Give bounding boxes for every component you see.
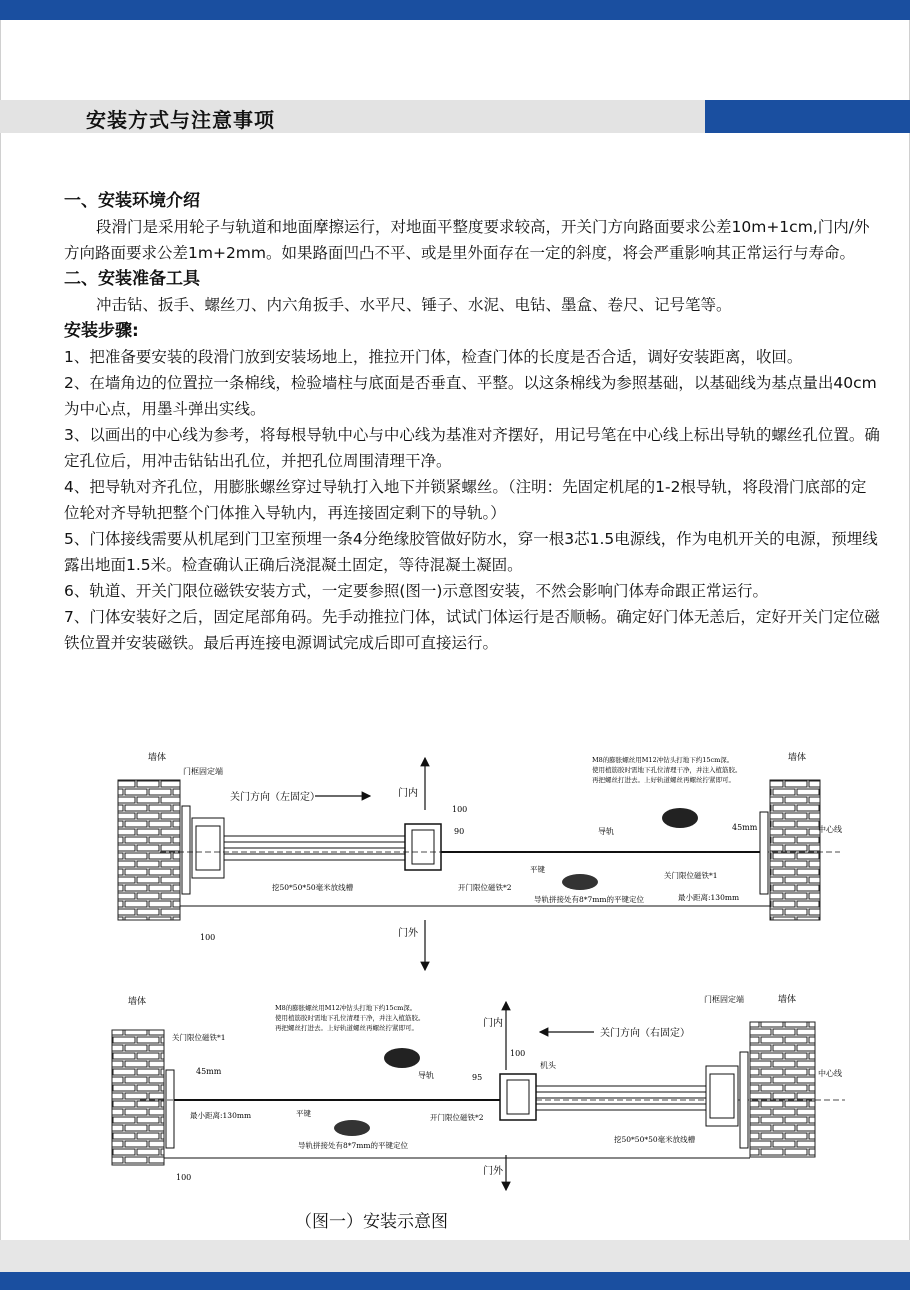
steps-heading: 安装步骤: [64,321,139,341]
frame-post-right-bottom [740,1052,748,1148]
frame-post-left-bottom [166,1070,174,1148]
note-line3-top: 再把螺丝打进去。上好轨道螺丝再螺丝拧紧即可。 [592,776,735,784]
label-flat-key-bottom: 平键 [296,1109,311,1118]
frame-post-left-top [182,806,190,894]
label-wall-right-top: 墙体 [788,753,807,763]
note-line2-bottom: 使用植筋胶时需地下孔位清理干净，并注入植筋胶。 [275,1014,425,1022]
step-item: 6、轨道、开关门限位磁铁安装方式，一定要参照(图一)示意图安装，不然会影响门体寿命跟正常运行。 [64,582,768,600]
label-direction-top: 关门方向（左固定） [230,792,320,803]
diagram-top [118,751,842,970]
label-min-distance-bottom: 最小距离:130mm [190,1111,252,1120]
door-end-block-bottom [706,1066,738,1126]
note-line3-bottom: 再把螺丝打进去。上好轨道螺丝再螺丝拧紧即可。 [275,1024,418,1032]
dim-100-top-bottom: 100 [510,1049,526,1058]
wall-left-top [118,780,180,920]
section-paragraph-environment: 段滑门是采用轮子与轨道和地面摩擦运行，对地面平整度要求较高，开关门方向路面要求公差10m+1cm,门内/外方向路面要求公差1m+2mm。如果路面凹凸不平、或是里外面存在一定的斜度，将会严重影响其正常运行与寿命。 [64,218,870,262]
title-bar-accent [705,100,910,133]
label-close-magnet-top: 关门限位磁铁*1 [664,871,718,880]
step-item: 4、把导轨对齐孔位，用膨胀螺丝穿过导轨打入地下并锁紧螺丝。（注明：先固定机尾的1-2根导轨，将段滑门底部的定位轮对齐导轨把整个门体推入导轨内，再连接固定剩下的导轨。） [64,478,867,522]
label-wall-right-bottom: 墙体 [778,995,797,1005]
flat-key-section-top [562,874,598,890]
dim-45-bottom: 45mm [196,1067,222,1076]
label-outside-bottom: 门外 [483,1166,503,1177]
label-joint-top: 导轨拼接处有8*7mm的平键定位 [534,895,645,904]
label-frame-fixed-top: 门框固定端 [183,767,223,776]
dim-95-bottom: 95 [472,1073,483,1082]
note-line1-bottom: M8的膨胀螺丝用M12冲钻头打地下约15cm深。 [275,1004,417,1012]
diagram-bottom [112,993,845,1190]
motor-head-bottom [500,1074,536,1120]
bolt-section-top [662,808,698,828]
label-flat-key-top: 平键 [530,865,545,874]
flat-key-section-bottom [334,1120,370,1136]
left-border [0,20,1,1240]
section-heading-environment: 一、安装环境介绍 [64,191,200,211]
label-inside-top: 门内 [398,788,418,799]
document-body [64,188,880,656]
note-line1-top: M8的膨胀螺丝用M12冲钻头打地下约15cm深。 [592,756,734,764]
top-color-bar [0,0,910,20]
section-heading-tools: 二、安装准备工具 [64,269,200,289]
label-close-magnet-bottom: 关门限位磁铁*1 [172,1033,226,1042]
step-item: 5、门体接线需要从机尾到门卫室预埋一条4分绝缘胶管做好防水，穿一根3芯1.5电源线，作为电机开关的电源，预埋线露出地面1.5米。检查确认正确后浇混凝土固定，等待混凝土凝固。 [64,530,878,574]
installation-diagram [100,740,860,1200]
dim-100-top: 100 [452,805,468,814]
label-wall-left-top: 墙体 [148,753,167,763]
door-end-block-top [192,818,224,878]
wall-left-bottom [112,1030,164,1165]
motor-head-top [405,824,441,870]
dim-45-top: 45mm [732,823,758,832]
label-groove-bottom: 挖50*50*50毫米放线槽 [614,1135,696,1144]
step-item: 7、门体安装好之后，固定尾部角码。先手动推拉门体，试试门体运行是否顺畅。确定好门体无恙后，定好开关门定位磁铁位置并安装磁铁。最后再连接电源调试完成后即可直接运行。 [64,608,880,652]
dim-90-top: 90 [454,827,465,836]
dim-100-bottom-bottom: 100 [176,1173,192,1182]
wall-right-bottom [750,1022,815,1157]
label-center-line-bottom: 中心线 [818,1069,842,1078]
dim-100-bottom-top: 100 [200,933,216,942]
wall-right-top [770,780,820,920]
step-item: 3、以画出的中心线为参考，将每根导轨中心与中心线为基准对齐摆好，用记号笔在中心线上标出导轨的螺丝孔位置。确定孔位后，用冲击钻钻出孔位，并把孔位周围清理干净。 [64,426,880,470]
figure-caption: （图一）安装示意图 [295,1212,448,1232]
label-head-bottom: 机头 [540,1061,556,1070]
label-frame-fixed-bottom: 门框固定端 [704,995,744,1004]
section-paragraph-tools: 冲击钻、扳手、螺丝刀、内六角扳手、水平尺、锤子、水泥、电钻、墨盒、卷尺、记号笔等。 [96,296,732,314]
label-center-line-top: 中心线 [818,825,842,834]
label-outside-top: 门外 [398,928,418,939]
label-rail-bottom: 导轨 [418,1071,434,1080]
page-title: 安装方式与注意事项 [86,108,275,132]
frame-post-right-top [760,812,768,894]
label-joint-bottom: 导轨拼接处有8*7mm的平键定位 [298,1141,409,1150]
label-open-magnet-top: 开门限位磁铁*2 [458,883,512,892]
label-inside-bottom: 门内 [483,1018,503,1029]
step-item: 1、把准备要安装的段滑门放到安装场地上，推拉开门体，检查门体的长度是否合适，调好安装距离，收回。 [64,348,803,366]
label-direction-bottom: 关门方向（右固定） [600,1028,690,1039]
bottom-color-bar [0,1272,910,1290]
label-groove-top: 挖50*50*50毫米放线槽 [272,883,354,892]
label-rail-top: 导轨 [598,827,614,836]
label-wall-left-bottom: 墙体 [128,997,147,1007]
step-item: 2、在墙角边的位置拉一条棉线，检验墙柱与底面是否垂直、平整。以这条棉线为参照基础，以基础线为基点量出40cm为中心点，用墨斗弹出实线。 [64,374,877,418]
bolt-section-bottom [384,1048,420,1068]
note-line2-top: 使用植筋胶时需地下孔位清理干净，并注入植筋胶。 [592,766,742,774]
label-min-distance-top: 最小距离:130mm [678,893,740,902]
label-open-magnet-bottom: 开门限位磁铁*2 [430,1113,484,1122]
bottom-gray-band [0,1240,910,1272]
